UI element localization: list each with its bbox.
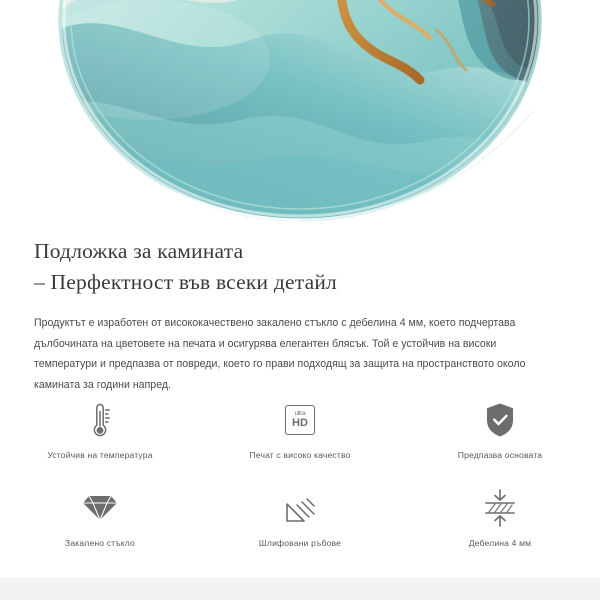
feature-label: Дебелина 4 мм xyxy=(468,538,532,548)
hero-product-image xyxy=(0,0,600,228)
badge-top-text: ultra xyxy=(294,411,306,417)
feature-item-polished-edges xyxy=(200,486,400,558)
feature-label: Шлифовани ръбове xyxy=(258,538,342,548)
headline-line-1: Подложка за камината xyxy=(34,239,244,263)
shield-check-icon xyxy=(484,398,516,442)
feature-label: Устойчив на температура xyxy=(47,450,153,460)
feature-label: Печат с високо качество xyxy=(249,450,351,460)
feature-grid xyxy=(0,398,600,558)
polished-edges-icon xyxy=(283,486,317,530)
abstract-marble-circle-artwork xyxy=(0,0,600,228)
product-description: Продуктът е изработен от висококачествено закалено стъкло с дебелина 4 мм, което подчертава дълбочината на цветовете на печата и осигурява елегантен блясък. Той е устойчив на високи температури и предпазва от повреди, което го прави подходящ за защита на пространството около камината за години напред. xyxy=(34,317,526,391)
feature-item-thickness xyxy=(400,486,600,558)
feature-label: Предпазва основата xyxy=(457,450,543,460)
diamond-icon xyxy=(82,486,118,530)
text-content xyxy=(0,228,600,395)
headline-line-2: – Перфектност във всеки детайл xyxy=(34,270,337,294)
thickness-arrows-icon xyxy=(482,486,518,530)
feature-item-high-quality-print xyxy=(200,398,400,470)
footer-strip xyxy=(0,578,600,600)
feature-label: Закалено стъкло xyxy=(64,538,135,548)
ultra-hd-badge-icon xyxy=(285,398,315,442)
feature-item-protects-surface xyxy=(400,398,600,470)
feature-item-tempered-glass xyxy=(0,486,200,558)
feature-item-temperature-resistant xyxy=(0,398,200,470)
badge-bottom-text: HD xyxy=(292,417,308,429)
page-title xyxy=(0,228,600,298)
thermometer-icon xyxy=(87,398,113,442)
